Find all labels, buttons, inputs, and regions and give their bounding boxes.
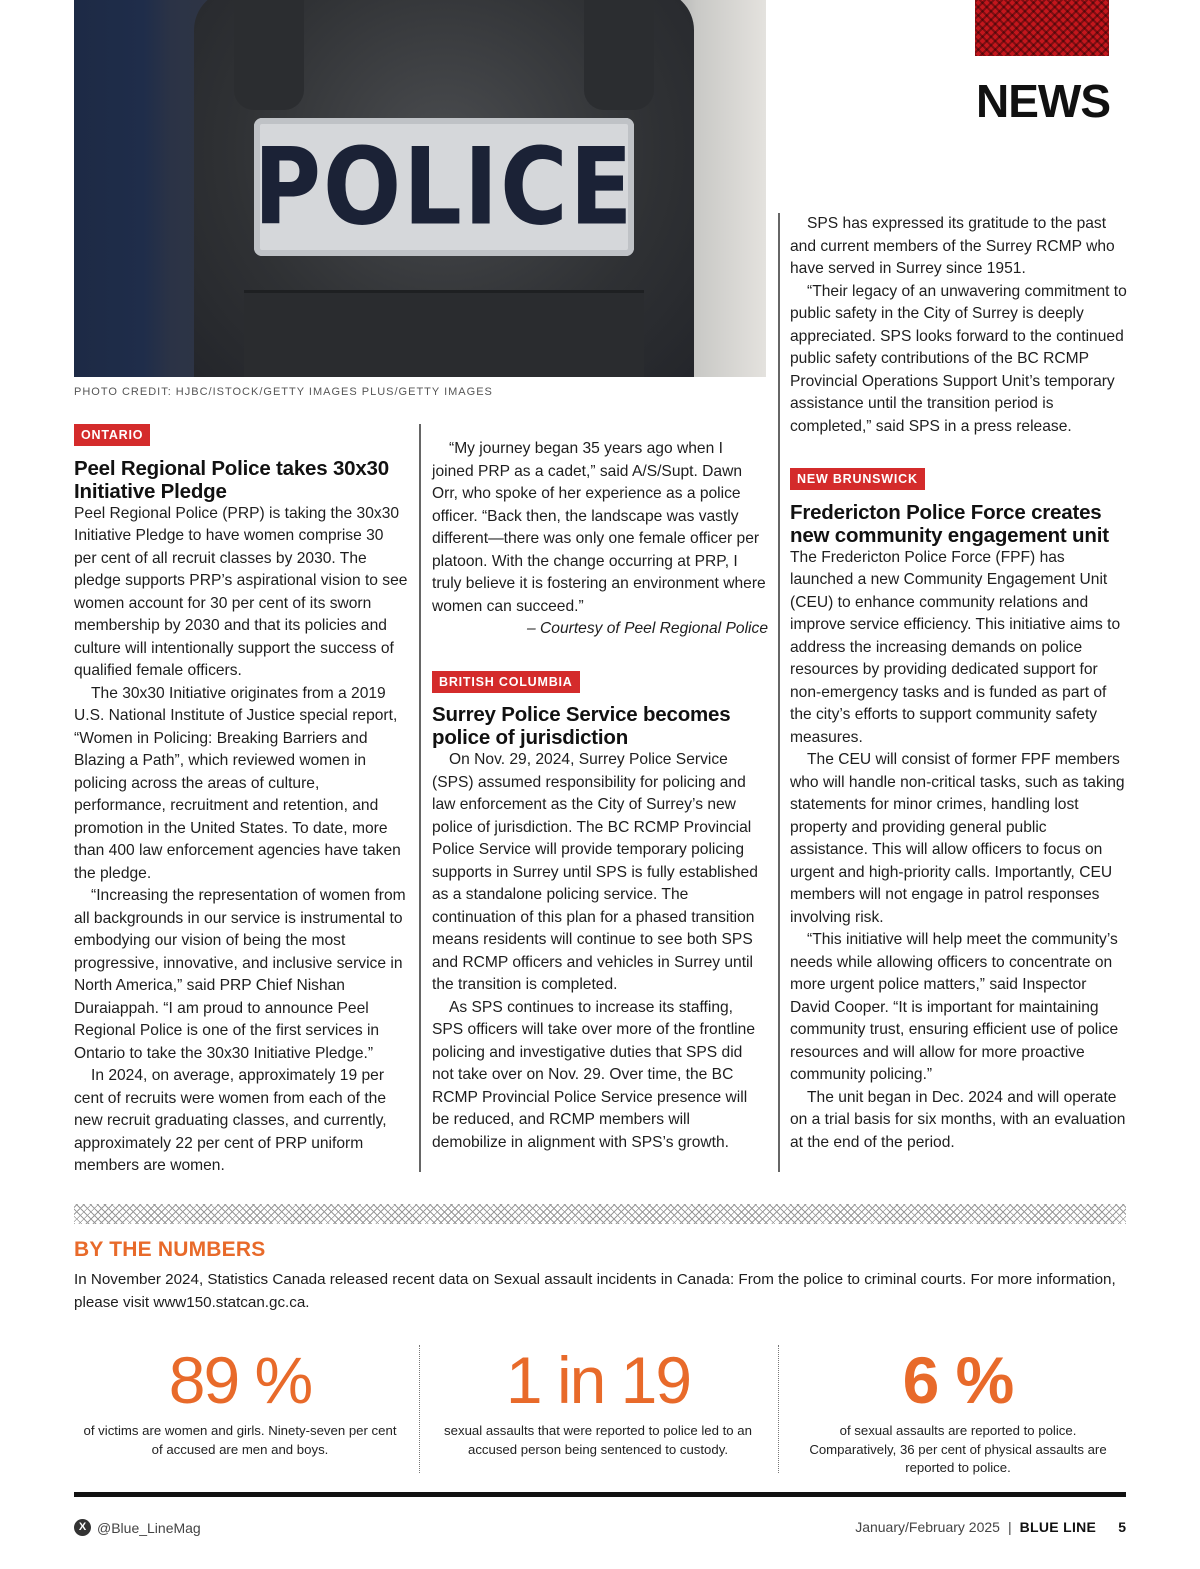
paragraph: On Nov. 29, 2024, Surrey Police Service (SPS) assumed responsibility for policing and law enforcement as the City of Surrey’s new police of jurisdiction. The BC RCMP Provincial Police Service will provide temporary policing supports in Surrey until SPS is fully established as a standalone policing service. The continuation of this plan for a phased transition means residents will continue to see both SPS and RCMP officers and vehicles in Surrey until the transition is completed. — [432, 751, 758, 993]
region-tag-ontario: ONTARIO — [74, 424, 150, 446]
stat-description: of sexual assaults are reported to police. Comparatively, 36 per cent of physical assaults are reported to police. — [809, 1423, 1107, 1475]
stat-value: 89 % — [168, 1343, 312, 1417]
region-tag-bc: BRITISH COLUMBIA — [432, 671, 580, 693]
police-patch-text: POLICE — [253, 125, 635, 249]
stat-block — [798, 1340, 1118, 1478]
column-divider — [778, 213, 780, 1172]
publication-name: BLUE LINE — [1019, 1519, 1097, 1535]
footer-separator: | — [1007, 1519, 1012, 1535]
by-the-numbers-title: BY THE NUMBERS — [74, 1238, 266, 1261]
paragraph: Peel Regional Police (PRP) is taking the 30x30 Initiative Pledge to have women comprise 30 per cent of all recruit classes by 2030. The pledge supports PRP’s aspirational vision to see women account for 30 per cent of its sworn membership by 2030 and that its policies and culture will intentionally support the success of qualified female officers. — [74, 504, 408, 679]
photo-credit: PHOTO CREDIT: HJBC/ISTOCK/GETTY IMAGES PLUS/GETTY IMAGES — [74, 386, 493, 398]
paragraph: The unit began in Dec. 2024 and will operate on a trial basis for six months, with an evaluation at the end of the period. — [790, 1088, 1126, 1151]
vest-strap-left — [234, 0, 304, 110]
paragraph: The Fredericton Police Force (FPF) has launched a new Community Engagement Unit (CEU) to enhance community relations and improve service efficiency. This initiative aims to address the increasing demands on police resources by providing dedicated support for non-emergency tasks and is funded as part of the city’s efforts to support community safety measures. — [790, 548, 1121, 746]
dotted-divider — [419, 1345, 420, 1473]
paragraph: The 30x30 Initiative originates from a 2019 U.S. National Institute of Justice special report, “Women in Policing: Breaking Barriers and Blazing a Path”, which reviewed women in policing across the areas of culture, performance, recruitment and retention, and promotion in the United States. To date, more than 400 law enforcement agencies have taken the pledge. — [74, 684, 401, 882]
stat-description: of victims are women and girls. Ninety-seven per cent of accused are men and boys. — [83, 1423, 397, 1457]
police-vest-photo — [74, 0, 766, 377]
dotted-divider — [778, 1345, 779, 1473]
paragraph: “Their legacy of an unwavering commitment to public safety in the City of Surrey is deeply appreciated. SPS looks forward to the continued public safety contributions of the BC RCMP Provincial Operations Support Unit’s temporary assistance until the transition period is completed,” said SPS in a press release. — [790, 282, 1127, 435]
police-patch — [254, 118, 634, 256]
region-tag-nb: NEW BRUNSWICK — [790, 468, 925, 490]
column-2 — [432, 438, 768, 1154]
stat-block — [80, 1340, 400, 1459]
footer-info — [855, 1519, 1126, 1535]
column-divider — [419, 424, 421, 1172]
column-3 — [790, 213, 1128, 1154]
paragraph: In 2024, on average, approximately 19 per cent of recruits were women from each of the new recruit graduating classes, and currently, approximately 22 per cent of PRP uniform members are women. — [74, 1067, 387, 1174]
page-number: 5 — [1118, 1519, 1126, 1535]
column-1 — [74, 424, 410, 1178]
by-the-numbers-intro: In November 2024, Statistics Canada released recent data on Sexual assault incidents in Canada: From the police to criminal courts. For more information, please visit www150.statcan.gc.ca. — [74, 1271, 1116, 1311]
stat-value: 6 % — [902, 1343, 1014, 1417]
social-handle[interactable]: @Blue_LineMag — [97, 1519, 201, 1536]
x-logo-icon: X — [74, 1519, 91, 1536]
section-label: NEWS — [976, 75, 1110, 127]
headline-bc: Surrey Police Service becomes police of jurisdiction — [432, 703, 731, 749]
headline-nb: Fredericton Police Force creates new community engagement unit — [790, 500, 1109, 547]
stat-description: sexual assaults that were reported to police led to an accused person being sentenced to custody. — [444, 1423, 752, 1457]
hatched-divider — [74, 1204, 1126, 1224]
stat-block — [438, 1340, 758, 1459]
paragraph: “Increasing the representation of women from all backgrounds in our service is instrumental to embodying our vision of being the most progressive, innovative, and inclusive service in North America,” said PRP Chief Nishan Duraiappah. “I am proud to announce Peel Regional Police is one of the first services in Ontario to take the 30x30 Initiative Pledge.” — [74, 887, 406, 1062]
article-signature: – Courtesy of Peel Regional Police — [527, 620, 768, 637]
issue-date: January/February 2025 — [855, 1519, 1000, 1535]
paragraph: “My journey began 35 years ago when I joined PRP as a cadet,” said A/S/Supt. Dawn Orr, who spoke of her experience as a police officer. “Back then, the landscape was vastly different—there was only one female officer per platoon. With the change occurring at PRP, I truly believe it is fostering an environment where women can succeed.” — [432, 440, 766, 615]
footer-rule — [74, 1492, 1126, 1497]
paragraph: As SPS continues to increase its staffing, SPS officers will take over more of the frontline policing and investigative duties that SPS did not take over on Nov. 29. Over time, the BC RCMP Provincial Police Service presence will be reduced, and RCMP members will demobilize in alignment with SPS’s growth. — [432, 998, 755, 1151]
footer-social[interactable] — [74, 1519, 201, 1536]
paragraph: The CEU will consist of former FPF members who will handle non-critical tasks, such as taking statements for minor crimes, handling lost property and providing general public assistance. This will allow officers to focus on urgent and high-priority calls. Importantly, CEU members will not engage in patrol responses involving risk. — [790, 751, 1125, 926]
headline-ontario: Peel Regional Police takes 30x30 Initiative Pledge — [74, 456, 389, 503]
paragraph: “This initiative will help meet the community’s needs while allowing officers to concentrate on more urgent police matters,” said Inspector David Cooper. “It is important for maintaining community trust, ensuring efficient use of police resources and will allow for more proactive community policing.” — [790, 931, 1119, 1083]
paragraph: SPS has expressed its gratitude to the past and current members of the Surrey RCMP who have served in Surrey since 1951. — [790, 215, 1115, 277]
stat-value: 1 in 19 — [505, 1343, 691, 1417]
vest-strap-right — [584, 0, 654, 110]
news-pattern-block — [975, 0, 1109, 56]
vest-pocket — [244, 290, 644, 377]
